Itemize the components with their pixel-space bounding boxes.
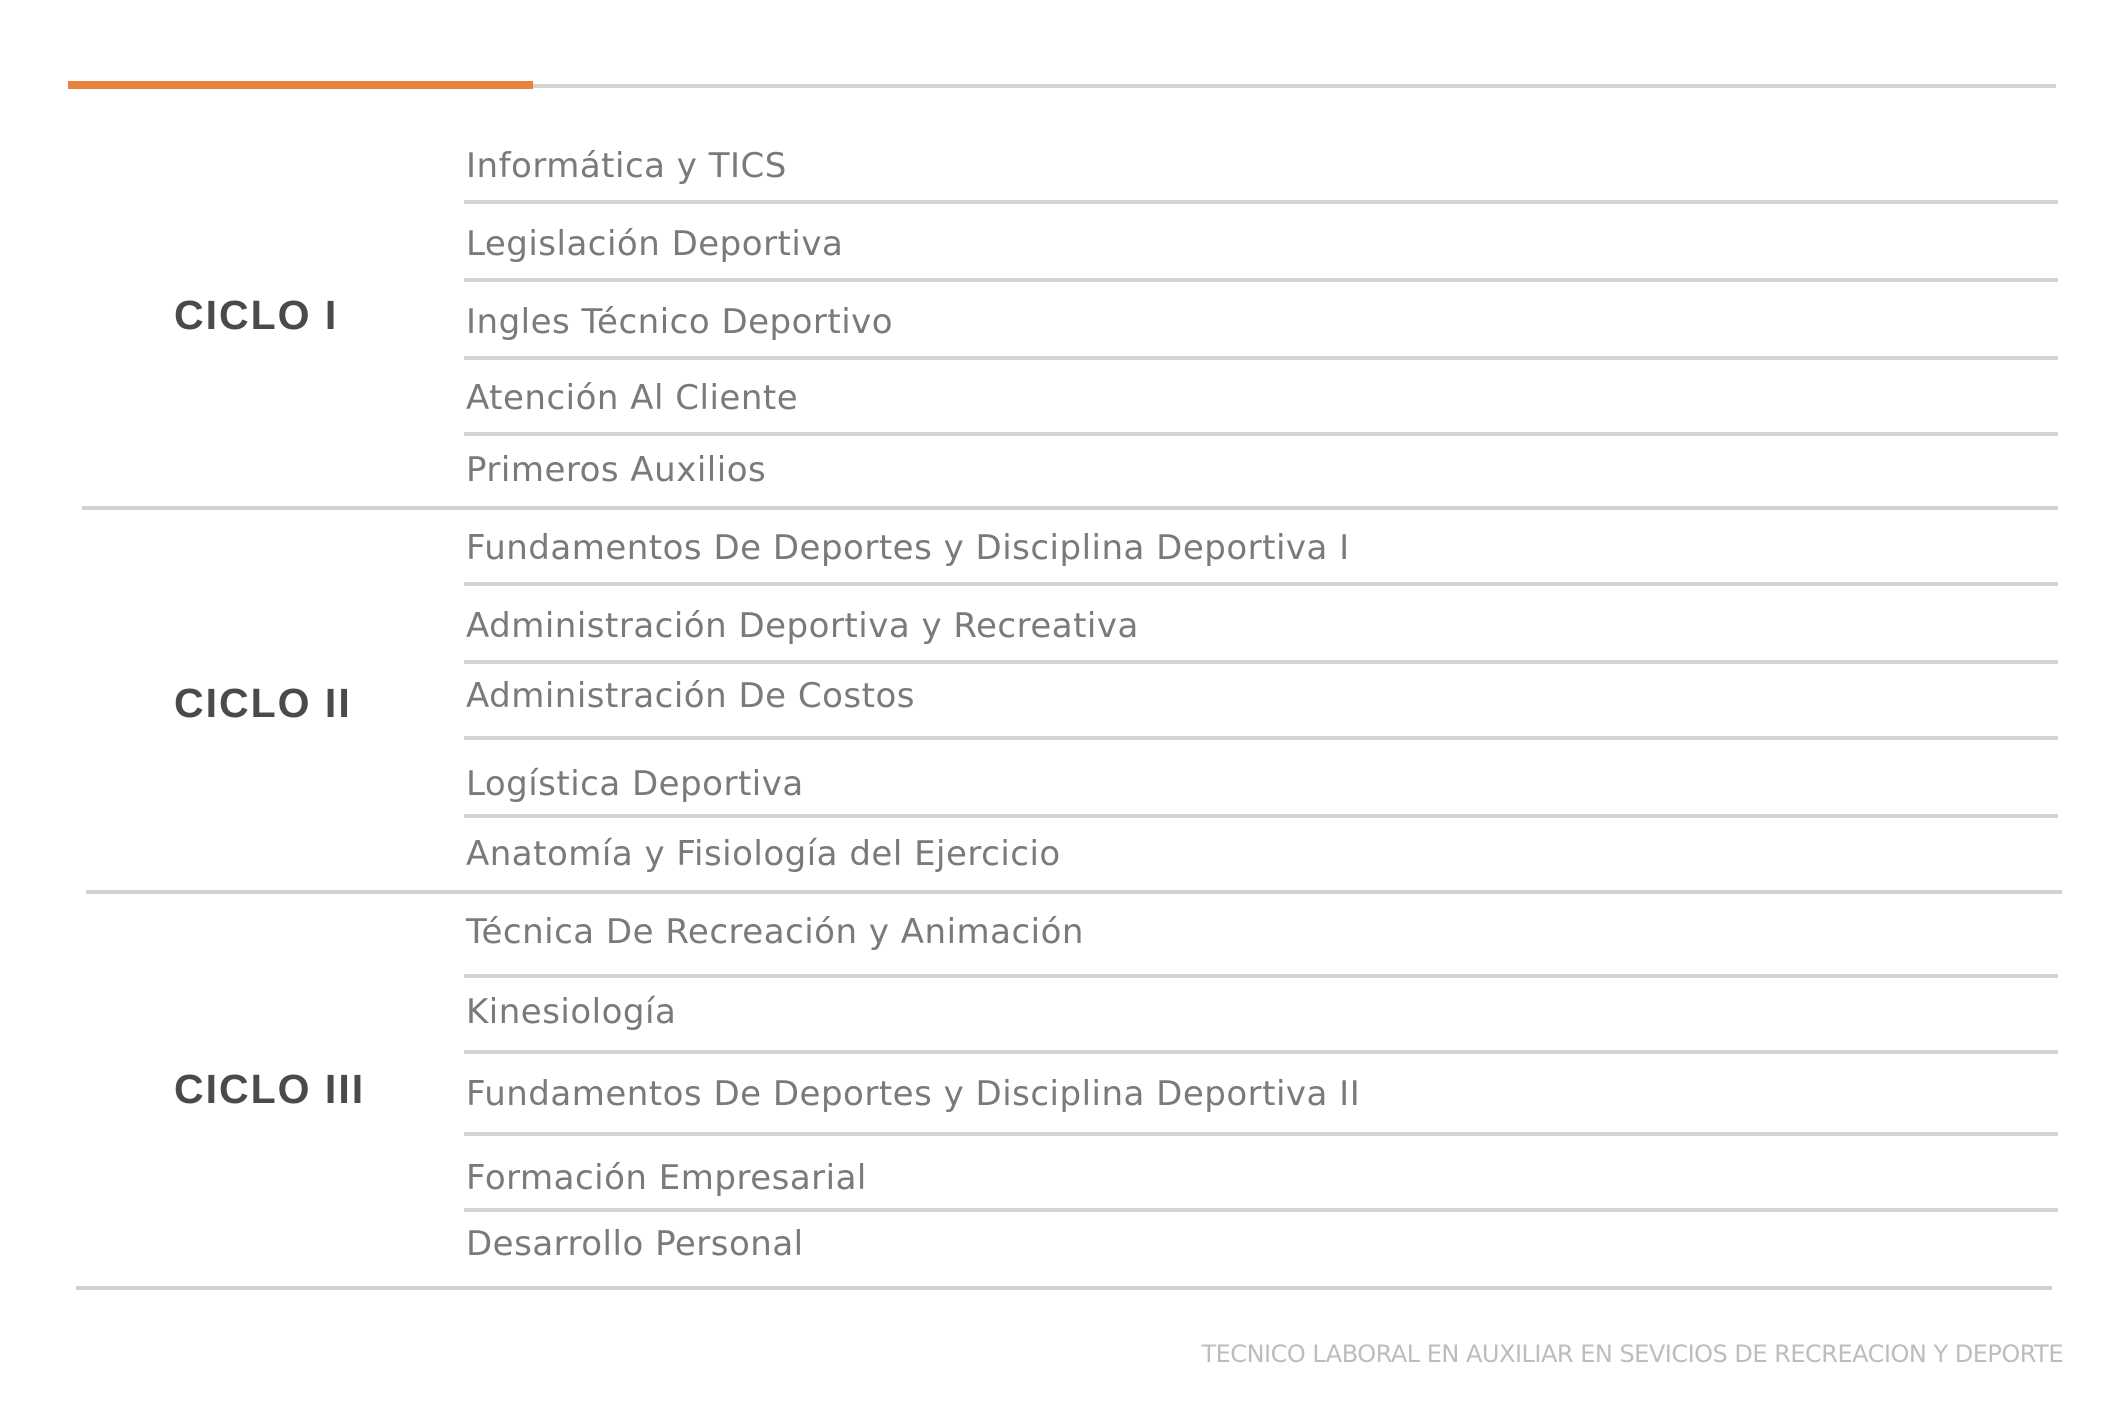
course-row: [464, 818, 2058, 888]
course-name: Fundamentos De Deportes y Disciplina Deportiva I: [466, 528, 1350, 568]
header-accent-bar: [68, 81, 533, 89]
course-divider: [464, 582, 2058, 586]
cycle-2-title: CICLO II: [174, 680, 352, 726]
course-name: Anatomía y Fisiología del Ejercicio: [466, 834, 1061, 874]
cycle-divider: [86, 890, 2062, 894]
course-name: Fundamentos De Deportes y Disciplina Deportiva II: [466, 1074, 1361, 1114]
course-name: Informática y TICS: [466, 146, 787, 186]
course-row: [464, 438, 2058, 506]
course-name: Formación Empresarial: [466, 1158, 867, 1198]
cycle-3-title: CICLO III: [174, 1066, 366, 1112]
course-name: Atención Al Cliente: [466, 378, 799, 418]
course-row: [464, 1054, 2058, 1136]
course-name: Administración De Costos: [466, 676, 915, 716]
course-divider: [464, 278, 2058, 282]
course-name: Desarrollo Personal: [466, 1224, 804, 1264]
course-name: Kinesiología: [466, 992, 677, 1032]
cycle-divider: [76, 1286, 2052, 1290]
course-row: [464, 742, 2058, 818]
course-row: [464, 128, 2058, 204]
course-row: [464, 898, 2058, 978]
course-divider: [464, 200, 2058, 204]
course-row: [464, 1136, 2058, 1212]
course-name: Primeros Auxilios: [466, 450, 767, 490]
course-name: Logística Deportiva: [466, 764, 804, 804]
course-divider: [464, 432, 2058, 436]
course-divider: [464, 736, 2058, 740]
course-row: [464, 360, 2058, 436]
course-row: [464, 1212, 2058, 1284]
course-row: [464, 206, 2058, 282]
course-row: [464, 664, 2058, 740]
footer-program-title: TECNICO LABORAL EN AUXILIAR EN SEVICIOS DE RECREACION Y DEPORTE: [1201, 1340, 2063, 1368]
cycle-1-title: CICLO I: [174, 292, 339, 338]
course-row: [464, 510, 2058, 586]
course-name: Técnica De Recreación y Animación: [466, 912, 1084, 952]
course-row: [464, 588, 2058, 664]
course-name: Ingles Técnico Deportivo: [466, 302, 894, 342]
course-row: [464, 978, 2058, 1054]
course-row: [464, 284, 2058, 360]
course-name: Administración Deportiva y Recreativa: [466, 606, 1139, 646]
course-name: Legislación Deportiva: [466, 224, 844, 264]
